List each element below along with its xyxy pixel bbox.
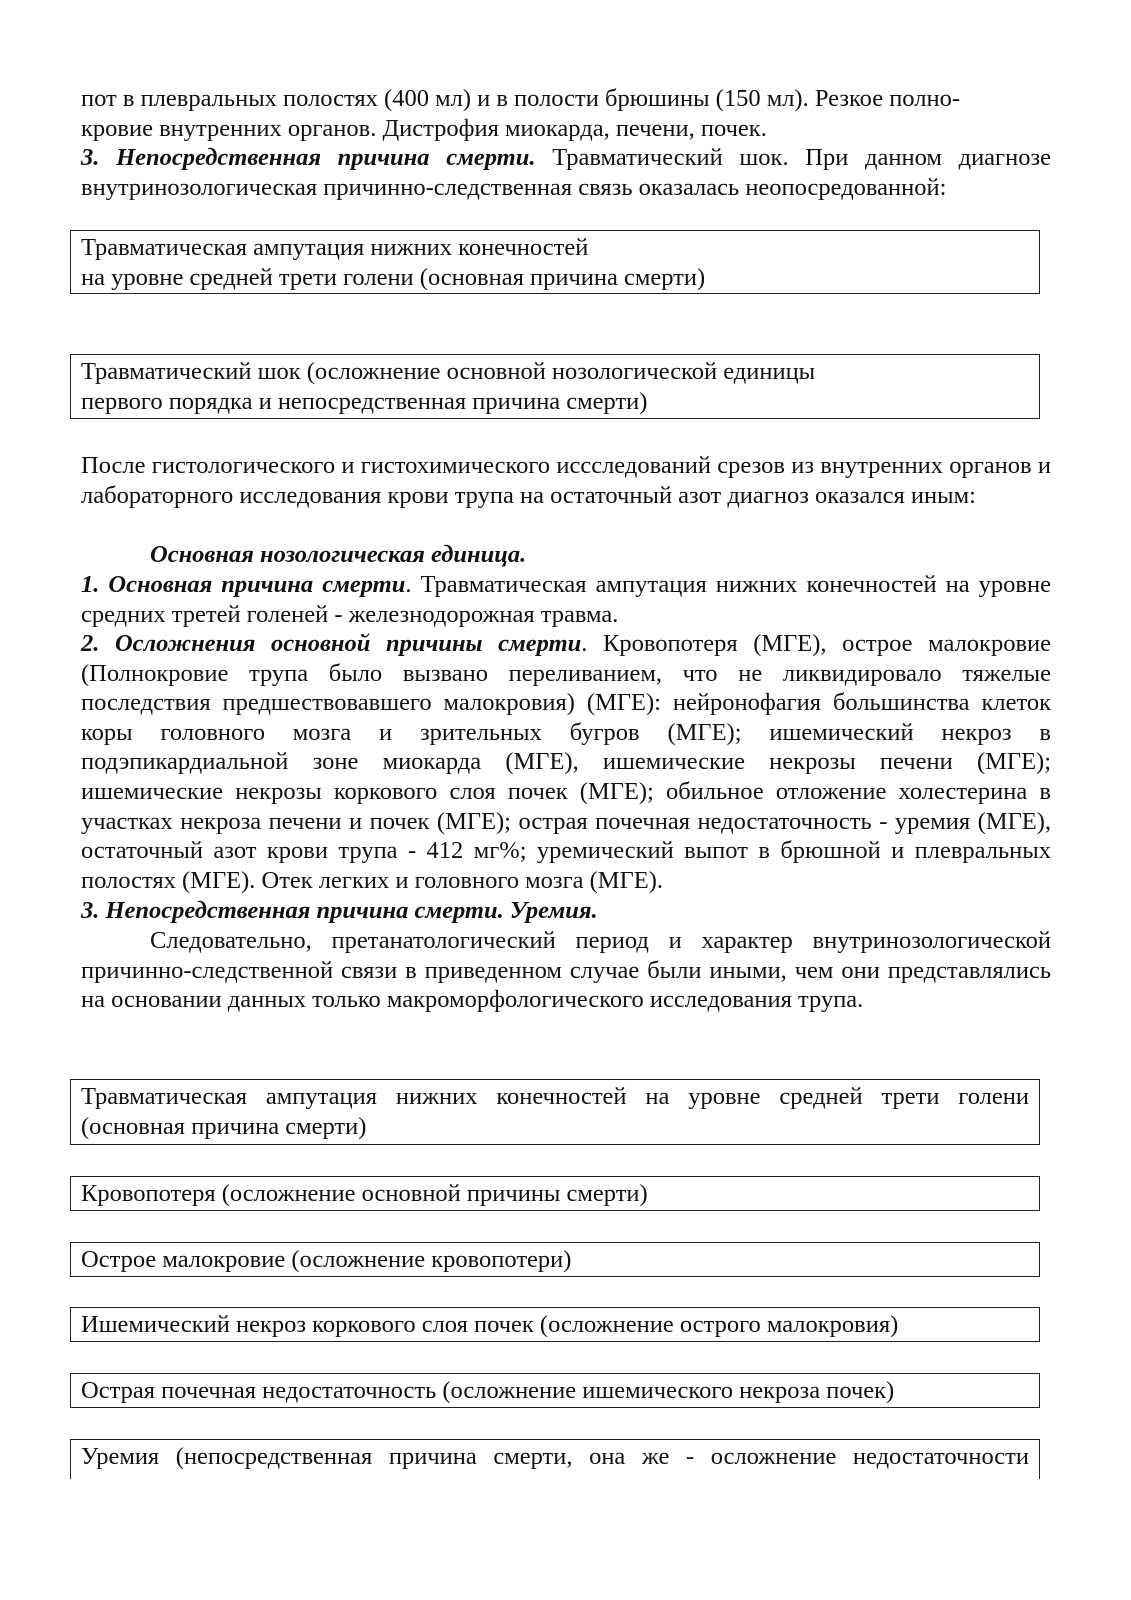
- immediate-cause-heading: 3. Непосредственная причина смерти.: [81, 144, 536, 171]
- complications-heading: 2. Осложнения основной причины смерти: [81, 630, 582, 657]
- box-line: Кровопотеря (осложнение основной причины смерти): [81, 1180, 648, 1207]
- complications-text: . Кровопотеря (МГЕ), острое малокровие (Полнокровие трупа было вызвано переливанием, что не ликвидировало тяжелые последствия предшествовавшего малокровия) (МГЕ): нейронофагия большинства клеток коры головного мозга и зрительных бугров (МГЕ); ишемический некроз в подэпикардиальной зоне миокарда (МГЕ), ишемические некрозы печени (МГЕ); ишемические некрозы коркового слоя почек (МГЕ); обильное отложение холестерина в участках некроза печени и почек (МГЕ); острая почечная недостаточность - уремия (МГЕ), остаточный азот крови трупа - 412 мг%; уремический выпот в брюшной и плевральных полостях (МГЕ). Отек легких и головного мозга (МГЕ).: [81, 630, 1052, 894]
- box-line: первого порядка и непосредственная причина смерти): [81, 387, 648, 415]
- scheme1-box-amputation: [70, 230, 1040, 294]
- scheme2-box-renal-failure: [70, 1373, 1040, 1408]
- immediate-cause-uremia-heading: 3. Непосредственная причина смерти. Уремия.: [81, 897, 598, 924]
- scheme2-box-amputation: [70, 1079, 1040, 1145]
- box-line: Ишемический некроз коркового слоя почек (осложнение острого малокровия): [81, 1311, 899, 1338]
- immediate-cause-text: Травматический шок. При данном диагнозе внутринозологическая причинно-следственная связь оказалась неопосредованной:: [81, 144, 1052, 201]
- box-line: Травматическая ампутация нижних конечностей на уровне средней трети голени: [81, 1083, 1029, 1110]
- box-line: Травматический шок (осложнение основной нозологической единицы: [81, 358, 816, 385]
- main-cause-text: . Травматическая ампутация нижних конечностей на уровне средних третей голеней - железнодорожная травма.: [81, 571, 1051, 628]
- text-line: пот в плевральных полостях (400 мл) и в полости брюшины (150 мл). Резкое полно-: [81, 85, 960, 112]
- box-line: Травматическая ампутация нижних конечностей: [81, 234, 589, 261]
- box-line: (основная причина смерти): [81, 1112, 367, 1140]
- main-unit-heading: Основная нозологическая единица.: [150, 541, 527, 568]
- scheme2-box-anemia: [70, 1242, 1040, 1277]
- scheme1-box-shock: [70, 354, 1040, 419]
- scheme2-box-blood-loss: [70, 1176, 1040, 1211]
- text-line: кровие внутренних органов. Дистрофия миокарда, печени, почек.: [81, 114, 767, 142]
- after-histology-paragraph: После гистологического и гистохимического иссследований срезов из внутренних органов и лабораторного исследования крови трупа на остаточный азот диагноз оказался иным:: [81, 452, 1051, 509]
- box-line: Острое малокровие (осложнение кровопотери): [81, 1246, 572, 1273]
- complications-paragraph: [81, 629, 1051, 895]
- main-cause-heading: 1. Основная причина смерти: [81, 571, 406, 598]
- scheme2-box-uremia: [70, 1439, 1040, 1479]
- box-line: Уремия (непосредственная причина смерти, она же - осложнение недостаточности: [81, 1443, 1029, 1470]
- conclusion-paragraph: Следовательно, претанатологический период и характер внутринозологической причинно-следственной связи в приведенном случае были иными, чем они представлялись на основании данных только макроморфологического исследования трупа.: [81, 927, 1051, 1014]
- intro-paragraph: [81, 84, 1051, 143]
- box-line: на уровне средней трети голени (основная причина смерти): [81, 263, 706, 291]
- immediate-cause-paragraph: [81, 143, 1051, 202]
- main-cause-paragraph: [81, 570, 1051, 629]
- scheme2-box-necrosis: [70, 1307, 1040, 1342]
- box-line: Острая почечная недостаточность (осложнение ишемического некроза почек): [81, 1377, 895, 1404]
